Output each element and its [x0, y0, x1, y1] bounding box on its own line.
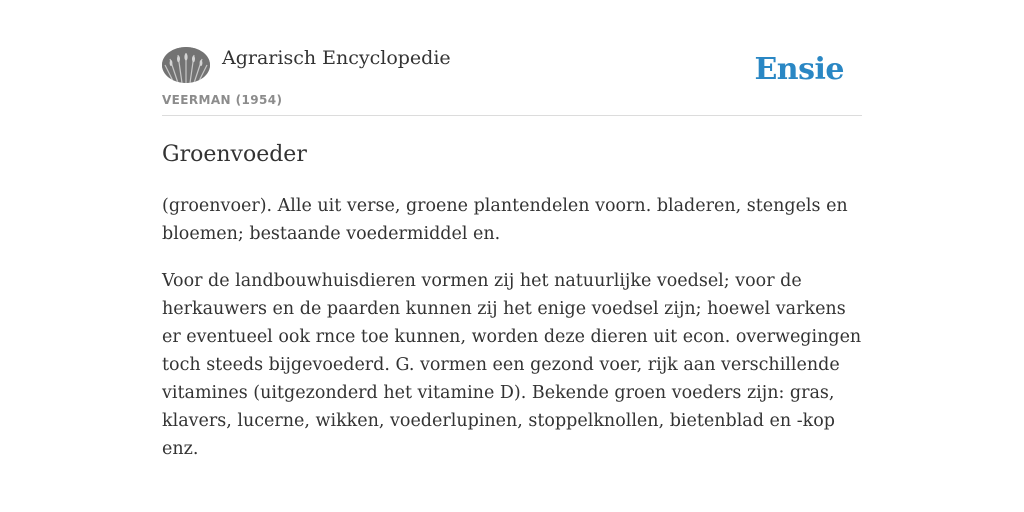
article-body — [162, 192, 862, 463]
ensie-logo[interactable]: Ensie — [754, 52, 844, 87]
page-container — [162, 46, 862, 482]
article-paragraph: Voor de landbouwhuisdieren vormen zij het natuurlijke voedsel; voor de herkauwers en de paarden kunnen zij het enige voedsel zijn; hoewel varkens er eventueel ook rnce toe kunnen, worden deze dieren uit econ. overwegingen toch steeds bijgevoederd. G. vormen een gezond voer, rijk aan verschillende vitamines (uitgezonderd het vitamine D). Bekende groen voeders zijn: gras, klavers, lucerne, wikken, voederlupinen, stoppelknollen, bietenblad en -kop enz. — [162, 271, 862, 459]
book-title[interactable]: Agrarisch Encyclopedie — [222, 47, 451, 69]
article-paragraph: (groenvoer). Alle uit verse, groene plantendelen voorn. bladeren, stengels en bloemen; bestaande voedermiddel en. — [162, 196, 848, 244]
wheat-book-cover-icon[interactable] — [162, 47, 210, 83]
article-title: Groenvoeder — [162, 142, 307, 167]
book-author: VEERMAN (1954) — [162, 93, 283, 107]
book-header — [162, 46, 862, 116]
